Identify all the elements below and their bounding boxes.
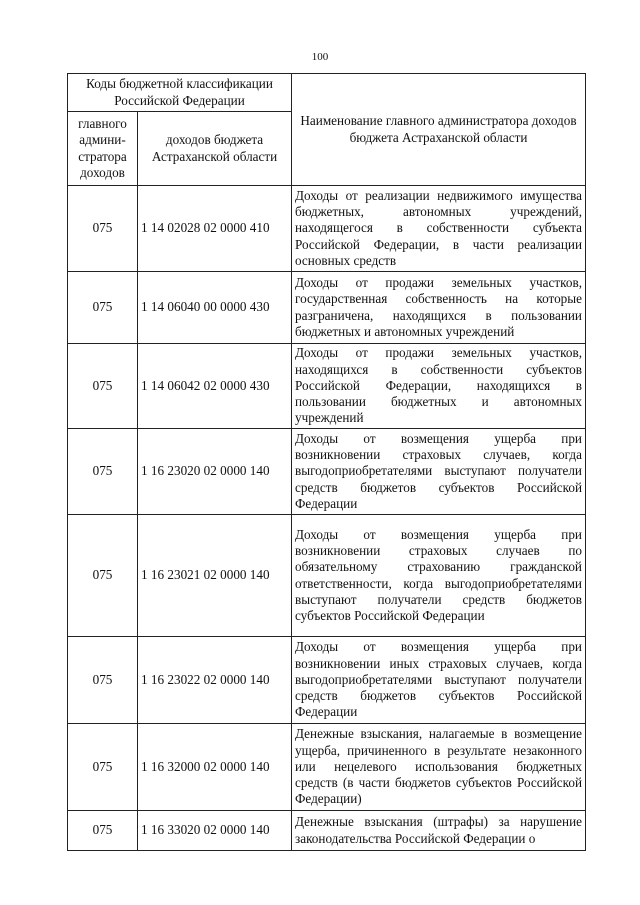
admin-code-cell: 075: [68, 515, 138, 637]
header-codes-group: Коды бюджетной классификации Российской Федерации: [68, 74, 292, 112]
admin-code-cell: 075: [68, 811, 138, 851]
admin-code-cell: 075: [68, 272, 138, 344]
description-cell: Доходы от возмещения ущерба при возникновении страховых случаев по обязательному страхованию гражданской ответственности, когда выгодоприобретателями выступают получатели средств бюджетов субъектов Российской Федерации: [292, 515, 586, 637]
description-cell: Доходы от продажи земельных участков, находящихся в собственности субъектов Российской Федерации, находящихся в пользовании бюджетных и автономных учреждений: [292, 344, 586, 429]
admin-code-cell: 075: [68, 637, 138, 724]
admin-code-cell: 075: [68, 429, 138, 515]
revenue-code-cell: 1 16 33020 02 0000 140: [138, 811, 292, 851]
table-row: [68, 724, 586, 811]
description-cell: Доходы от реализации недвижимого имущества бюджетных, автономных учреждений, находящегося в собственности субъекта Российской Федерации, в части реализации основных средств: [292, 186, 586, 272]
revenue-code-cell: 1 16 23021 02 0000 140: [138, 515, 292, 637]
table-row: [68, 272, 586, 344]
admin-code-cell: 075: [68, 344, 138, 429]
description-cell: Денежные взыскания, налагаемые в возмещение ущерба, причиненного в результате незаконного или нецелевого использования бюджетных средств (в части бюджетов субъектов Российской Федерации): [292, 724, 586, 811]
header-administrator-name: Наименование главного администратора доходов бюджета Астраханской области: [292, 74, 586, 186]
description-cell: Доходы от возмещения ущерба при возникновении иных страховых случаев, когда выгодоприобретателями выступают получатели средств бюджетов субъектов Российской Федерации: [292, 637, 586, 724]
header-revenue-code: доходов бюджета Астраханской области: [138, 112, 292, 186]
revenue-code-cell: 1 16 23020 02 0000 140: [138, 429, 292, 515]
admin-code-cell: 075: [68, 724, 138, 811]
revenue-code-cell: 1 14 02028 02 0000 410: [138, 186, 292, 272]
description-cell: Доходы от возмещения ущерба при возникновении страховых случаев, когда выгодоприобретателями выступают получатели средств бюджетов субъектов Российской Федерации: [292, 429, 586, 515]
header-row-group: [68, 74, 586, 112]
table-row: [68, 344, 586, 429]
description-cell: Доходы от продажи земельных участков, государственная собственность на которые разграничена, находящихся в пользовании бюджетных и автономных учреждений: [292, 272, 586, 344]
description-cell: Денежные взыскания (штрафы) за нарушение законодательства Российской Федерации о: [292, 811, 586, 851]
table-row: [68, 637, 586, 724]
table-row: [68, 429, 586, 515]
admin-code-cell: 075: [68, 186, 138, 272]
header-admin-code: главного админи-стратора доходов: [68, 112, 138, 186]
revenue-code-cell: 1 14 06042 02 0000 430: [138, 344, 292, 429]
table-row: [68, 515, 586, 637]
revenue-code-cell: 1 16 32000 02 0000 140: [138, 724, 292, 811]
revenue-code-cell: 1 14 06040 00 0000 430: [138, 272, 292, 344]
page-number: 100: [311, 51, 329, 63]
table-row: [68, 186, 586, 272]
table-row: [68, 811, 586, 851]
budget-classification-table: [67, 73, 586, 851]
revenue-code-cell: 1 16 23022 02 0000 140: [138, 637, 292, 724]
